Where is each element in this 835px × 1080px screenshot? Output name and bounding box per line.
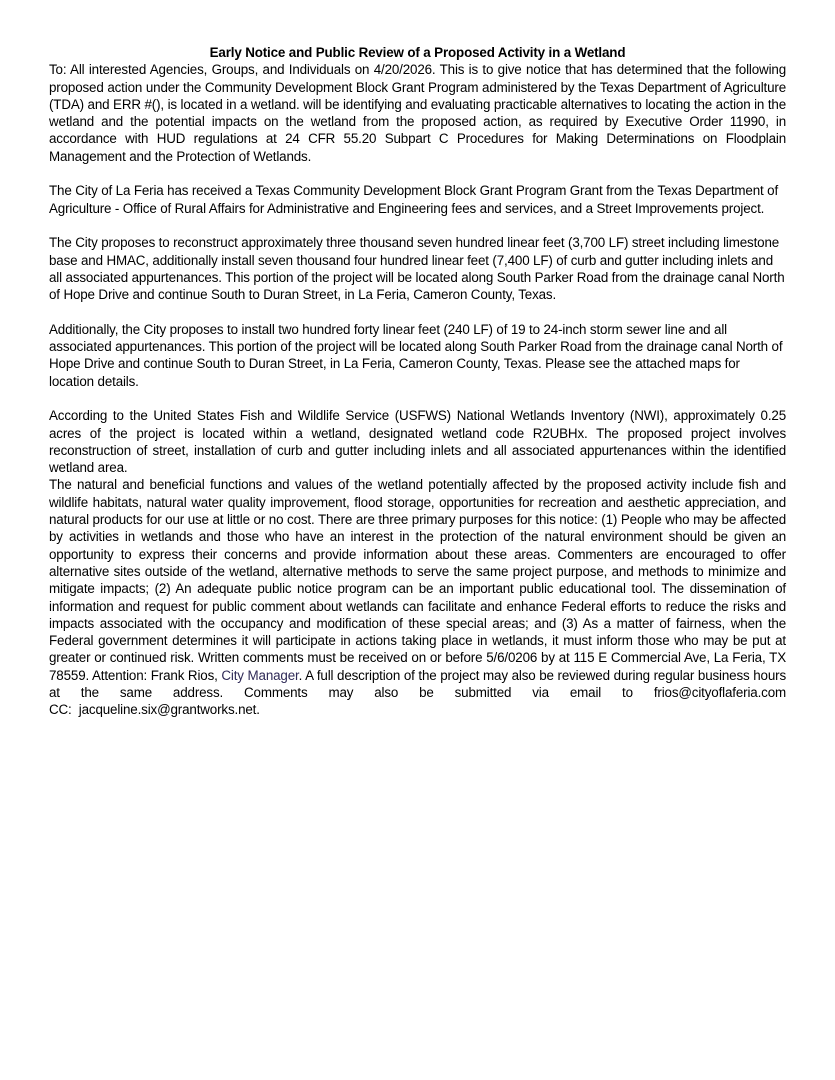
email-link-cc[interactable]: jacqueline.six@grantworks.net bbox=[78, 702, 257, 718]
cc-label: CC: bbox=[49, 702, 72, 718]
contact-title: City Manager bbox=[221, 667, 299, 683]
paragraph-spacer bbox=[49, 303, 786, 320]
review-and-submit-text: . A full description of the project may also be reviewed during regular business hours at the same address. Comments may also be submitted via email to bbox=[49, 667, 786, 700]
paragraph-notice-intro: To: All interested Agencies, Groups, and Individuals on 4/20/2026. This is to give notice that has determined that the following proposed action under the Community Development Block Grant Program administered by the Texas Department of Agriculture (TDA) and ERR #(), is located in a wetland. will be identifying and evaluating practicable alternatives to locating the action in the wetland and the potential impacts on the wetland from the proposed action, as required by Executive Order 11990, in accordance with HUD regulations at 24 CFR 55.20 Subpart C Procedures for Making Determinations on Floodplain Management and the Protection of Wetlands. bbox=[49, 62, 786, 164]
notice-document bbox=[49, 44, 786, 719]
functions-body-text: The natural and beneficial functions and values of the wetland potentially affected by the proposed activity include fish and wildlife habitats, natural water quality improvement, flood storage, opportunities for recreation and aesthetic appreciation, and natural products for our use at little or no cost. There are three primary purposes for this notice: (1) People who may be affected by activities in wetlands and those who have an interest in the protection of the natural environment should be given an opportunity to express their concerns and provide information about these areas. Commenters are encouraged to offer alternative sites outside of the wetland, alternative methods to serve the same project purpose, and methods to minimize and mitigate impacts; (2) An adequate public notice program can be an important public educational tool. The dissemination of information and request for public comment about wetlands can facilitate and enhance Federal efforts to reduce the risks and impacts associated with the occupancy and modification of these special areas; and (3) As a matter of fairness, when the Federal government determines it will participate in actions taking place in wetlands, it must inform those who may be put at greater or continued risk. Written comments must be received on or before 5/6/0206 by at 115 E Commercial Ave, La Feria, TX 78559. Attention: Frank Rios, bbox=[49, 477, 786, 683]
closing-period: . bbox=[256, 702, 260, 718]
document-title: Early Notice and Public Review of a Proposed Activity in a Wetland bbox=[209, 45, 626, 60]
paragraph-street-reconstruction: The City proposes to reconstruct approximately three thousand seven hundred linear feet (3,700 LF) street including limestone base and HMAC, additionally install seven thousand four hundred linear feet (7,400 LF) of curb and gutter including inlets and all associated appurtenances. This portion of the project will be located along South Parker Road from the drainage canal North of Hope Drive and continue South to Duran Street, in La Feria, Cameron County, Texas. bbox=[49, 235, 785, 303]
email-link-primary[interactable]: frios@cityoflaferia.com bbox=[653, 684, 786, 700]
paragraph-spacer bbox=[49, 390, 786, 407]
paragraph-usfws-wetland: According to the United States Fish and Wildlife Service (USFWS) National Wetlands Inventory (NWI), approximately 0.25 acres of the project is located within a wetland, designated wetland code R2UBHx. The proposed project involves reconstruction of street, installation of curb and gutter including inlets and all associated appurtenances within the identified wetland area. bbox=[49, 408, 786, 476]
paragraph-spacer bbox=[49, 165, 786, 182]
paragraph-functions-and-comments bbox=[49, 476, 786, 718]
paragraph-spacer bbox=[49, 217, 786, 234]
paragraph-grant-received: The City of La Feria has received a Texas Community Development Block Grant Program Grant from the Texas Department of Agriculture - Office of Rural Affairs for Administrative and Engineering fees and services, and a Street Improvements project. bbox=[49, 183, 779, 216]
paragraph-storm-sewer: Additionally, the City proposes to install two hundred forty linear feet (240 LF) of 19 to 24-inch storm sewer line and all associated appurtenances. This portion of the project will be located along South Parker Road from the drainage canal North of Hope Drive and continue South to Duran Street, in La Feria, Cameron County, Texas. Please see the attached maps for location details. bbox=[49, 321, 783, 389]
